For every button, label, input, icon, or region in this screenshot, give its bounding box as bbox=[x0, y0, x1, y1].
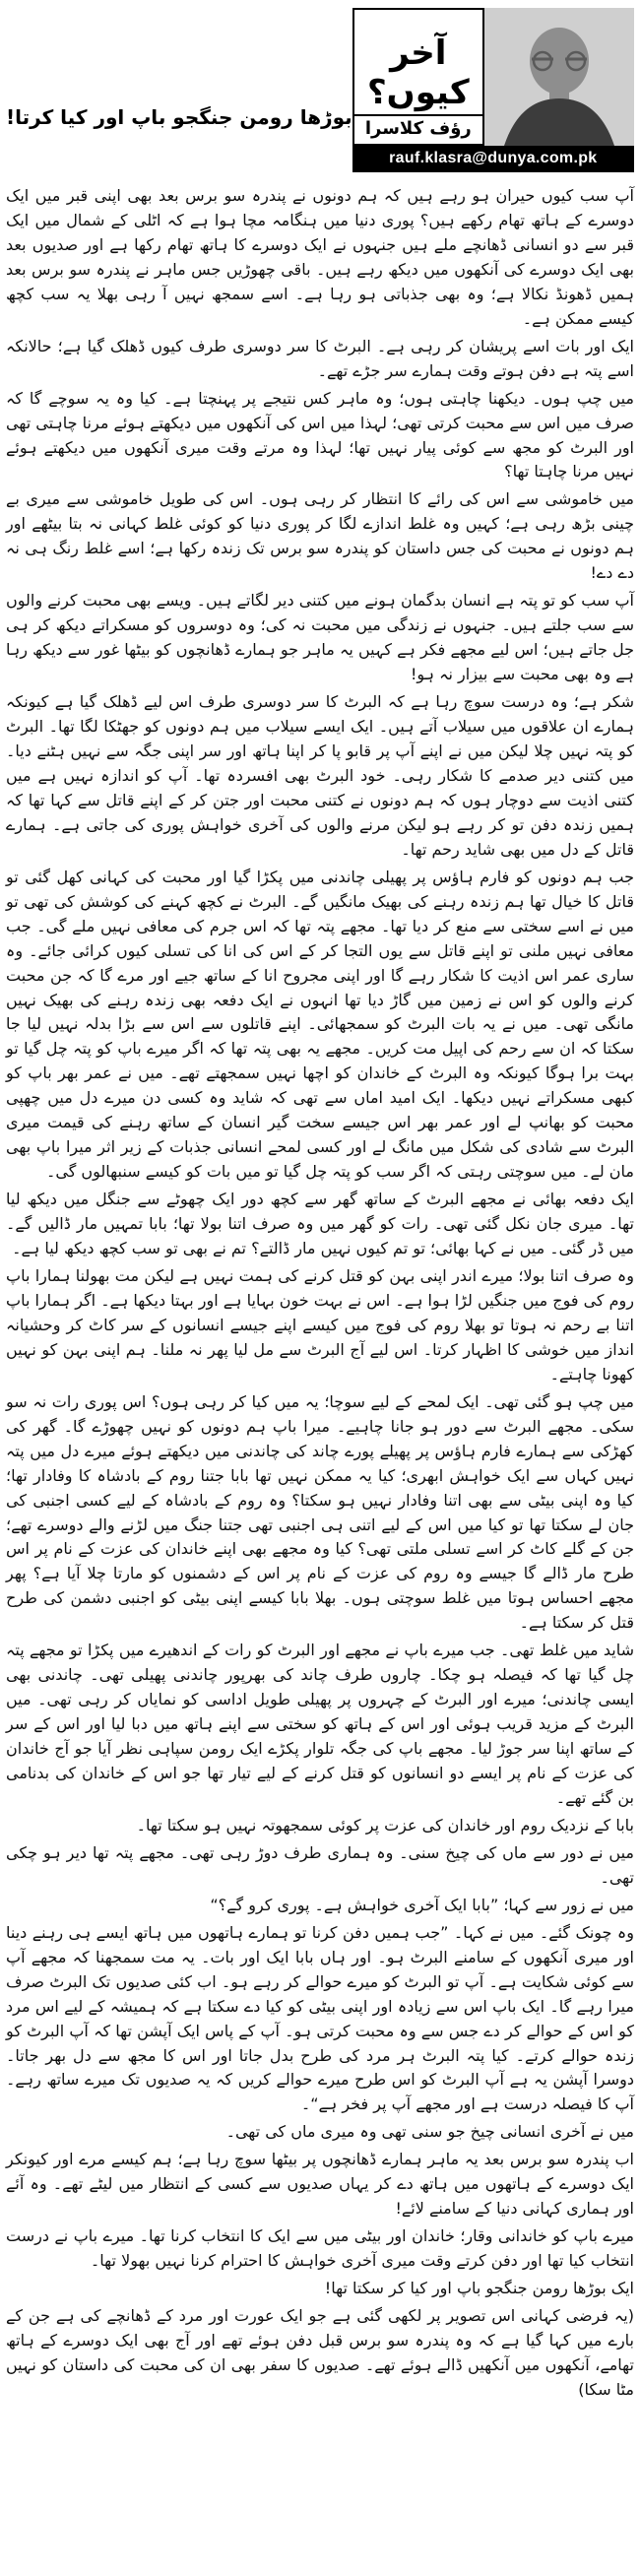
author-portrait-placeholder bbox=[484, 8, 634, 146]
article-paragraph: ایک دفعہ بھائی نے مجھے البرٹ کے ساتھ گھر سے کچھ دور ایک چھوٹے سے جنگل میں دیکھ لیا تھا۔ میری جان نکل گئی تھی۔ رات کو گھر میں وہ صرف اتنا بولا تھا؛ بابا تمہیں مار ڈالیں گے۔ میں ڈر گئی۔ میں نے کہا بھائی؛ تو تم کیوں نہیں مار ڈالتے؟ تم نے بھی تو سب کچھ دیکھ لیا ہے۔ bbox=[6, 1190, 634, 1258]
logo-box bbox=[352, 8, 484, 146]
article-paragraph: میں خاموشی سے اس کی رائے کا انتظار کر رہی ہوں۔ اس کی طویل خاموشی سے میری بے چینی بڑھ رہی ہے؛ کہیں وہ غلط اندازے لگا کر پوری دنیا کو کوئی غلط کہانی نہ بتا بیٹھے اور ہم دونوں نے محبت کی جس داستان کو پندرہ سو برس تک زندہ رکھا ہے؛ اسے غلط رنگ ہی نہ دے دے! bbox=[6, 489, 634, 583]
column-logo: آخر کیوں؟ bbox=[366, 33, 470, 112]
article-paragraph: وہ صرف اتنا بولا؛ میرے اندر اپنی بہن کو قتل کرنے کی ہمت نہیں ہے لیکن مت بھولنا ہمارا باپ روم کی فوج میں جنگیں لڑا ہوا ہے۔ اس نے بہت خون بہایا ہے اور بہتا دیکھا ہے۔ اگر ہمارا باپ اتنا بے رحم نہ ہوتا تو بھلا روم کی فوج میں کیسے اپنے جیسے انسانوں کے سر کاٹ کر وحشیانہ انداز میں خوشی کا اظہار کرتا۔ اس لیے آج البرٹ سے مل لیا پھر نہ ملنا۔ ہم اپنی بہن کو نہیں کھونا چاہتے۔ bbox=[6, 1265, 634, 1384]
article-paragraph: آپ سب کیوں حیران ہو رہے ہیں کہ ہم دونوں نے پندرہ سو برس بعد بھی اپنی قبر میں ایک دوسرے کے ہاتھ تھام رکھے ہیں؟ پوری دنیا میں ہنگامہ مچا ہوا ہے کہ اٹلی کے شمال میں ایک قبر سے دو انسانی ڈھانچے ملے ہیں جنہوں نے ایک دوسرے کا ہاتھ تھام رکھا ہے اور صدیوں بعد بھی ایک دوسرے کی آنکھوں میں دیکھ رہے ہیں۔ باقی چھوڑیں جس ماہر نے پندرہ سو برس بعد ہمیں ڈھونڈ نکالا ہے؛ وہ بھی جذباتی ہو رہا ہے۔ اسے سمجھ نہیں آ رہی بھلا یہ سب کچھ کیسے ممکن ہے۔ bbox=[6, 186, 634, 328]
title-area bbox=[6, 8, 352, 172]
author-email: rauf.klasra@dunya.com.pk bbox=[352, 146, 634, 172]
article-paragraph: اب پندرہ سو برس بعد یہ ماہر ہمارے ڈھانچوں پر بیٹھا سوچ رہا ہے؛ ہم کیسے مرے اور کیونکر ایک دوسرے کے ہاتھوں میں ہاتھ دے کر یہاں صدیوں سے کسی کے انتظار میں لیٹے تھے۔ وہ آئے اور ہماری کہانی دنیا کے سامنے لائے! bbox=[6, 2150, 634, 2219]
article-paragraph: بابا کے نزدیک روم اور خاندان کی عزت پر کوئی سمجھوتہ نہیں ہو سکتا تھا۔ bbox=[136, 1815, 634, 1835]
article-paragraph: ایک بوڑھا رومن جنگجو باپ اور کیا کر سکتا تھا! bbox=[324, 2279, 634, 2298]
article-paragraph: شاید میں غلط تھی۔ جب میرے باپ نے مجھے اور البرٹ کو رات کے اندھیرے میں پکڑا تو مجھے پتہ چل گیا تھا کہ فیصلہ ہو چکا۔ چاروں طرف چاند کی بھرپور چاندنی پھیلی تھی۔ چاندنی بھی ایسی چاندنی؛ میرے اور البرٹ کے چہروں پر پھیلی طویل اداسی کو نمایاں کر رہی تھی۔ میں البرٹ کے مزید قریب ہوئی اور اس کے ہاتھ کو سختی سے اپنے ہاتھ میں دبا لیا اور اس کے سر کے ساتھ اپنا سر جوڑ لیا۔ مجھے باپ کی جگہ تلوار پکڑے ایک رومن سپاہی نظر آیا جو آج خاندان کی عزت کے نام پر ایسے دو انسانوں کو قتل کرنے کے لیے تیار تھا جو اس کے خاندان کی بدنامی بن گئے تھے۔ bbox=[6, 1641, 634, 1807]
masthead bbox=[352, 8, 634, 172]
column-title: بوڑھا رومن جنگجو باپ اور کیا کرتا! bbox=[6, 105, 352, 129]
author-photo bbox=[484, 8, 634, 146]
article-paragraph: آپ سب کو تو پتہ ہے انسان بدگمان ہونے میں کتنی دیر لگاتے ہیں۔ ویسے بھی محبت کرنے والوں سے سب جلتے ہیں۔ جنہوں نے زندگی میں محبت نہ کی؛ وہ دوسروں کو مسکراتے دیکھ کر ہی جل جاتے ہیں؛ اس لیے مجھے فکر ہے کہیں یہ ماہر جو ہمارے ڈھانچوں کو بیٹھا غور سے دیکھ رہا ہے وہ بھی محبت سے بیزار نہ ہو! bbox=[6, 591, 634, 684]
article-paragraph: شکر ہے؛ وہ درست سوچ رہا ہے کہ البرٹ کا سر دوسری طرف اس لیے ڈھلک گیا ہے کیونکہ ہمارے ان علاقوں میں سیلاب آتے ہیں۔ ایک ایسے سیلاب میں ہم دونوں کو جھٹکا لگا تھا۔ البرٹ کو پتہ نہیں چلا لیکن میں نے اپنے آپ پر قابو پا کر اپنا ہاتھ اور سر اپنی جگہ سے نہیں ہٹنے دیا۔ میں کتنی دیر صدمے کا شکار رہی۔ خود البرٹ بھی افسردہ تھا۔ آپ کو اندازہ نہیں ہے میں کتنی اذیت سے دوچار ہوں کہ ہم دونوں نے کتنی محبت اور جتن کر کے اپنے قاتل سے کہا تھا کہ ہمیں زندہ دفن تو کر رہے ہو لیکن مرنے والوں کی آخری خواہش پوری کی جاتی ہے۔ ہمارے قاتل کے دل میں بھی شاید رحم تھا۔ bbox=[6, 692, 634, 859]
article-paragraph: میں چپ ہوں۔ دیکھنا چاہتی ہوں؛ وہ ماہر کس نتیجے پر پہنچتا ہے۔ کیا وہ یہ سوچے گا کہ صرف میں اس سے محبت کرتی تھی؛ لہذا میں اس کی آنکھوں میں دیکھتے ہوئے مرنا چاہتی تھی اور البرٹ کو مجھ سے کوئی پیار نہیں تھا؛ لہذا وہ مرتے وقت میری آنکھوں میں دیکھتے ہوئے نہیں مرنا چاہتا تھا؟ bbox=[6, 388, 634, 482]
article-paragraph: جب ہم دونوں کو فارم ہاؤس پر پھیلی چاندنی میں پکڑا گیا اور محبت کی کہانی کھل گئی تو قاتل کا خیال تھا ہم زندہ رہنے کی بھیک مانگیں گے۔ البرٹ نے کچھ کہنے کی کوشش کی تھی تو میں نے اسے سختی سے منع کر دیا تھا۔ مجھے پتہ تھا کہ اس جرم کی معافی نہیں ملے گی۔ جب معافی نہیں ملنی تو اپنے قاتل سے یوں التجا کر کے اس کی انا کی تسلی کیوں کرائی جائے۔ وہ ساری عمر اس اذیت کا شکار رہے گا اور اپنی مجروح انا کے ساتھ جیے اور مرے گا کہ جن محبت کرنے والوں کو اس نے زمین میں گاڑ دیا تھا انہوں نے ایک دفعہ بھی زندہ رہنے کی بھیک نہیں مانگی تھی۔ میں نے یہ بات البرٹ کو سمجھائی۔ اپنے قاتلوں سے اس سے بڑا بدلہ نہیں لیا جا سکتا کہ ان سے رحم کی اپیل مت کریں۔ مجھے یہ بھی پتہ تھا کہ اگر میرے باپ کو پتہ چل گیا تو بہت برا ہوگا کیونکہ وہ البرٹ کے خاندان کو اچھا نہیں سمجھتے تھے۔ میں نے عمر بھر باپ کو کبھی مسکراتے نہیں دیکھا۔ ایک امید اماں سے تھی کہ شاید وہ کسی دن میرے دل میں چھپی محبت کو بھانپ لے اور عمر بھر اس جیسے سخت گیر انسان کے ساتھ رہنے کی قیمت میری البرٹ سے شادی کی شکل میں مانگ لے اور کسی لمحے انسانی جذبات کے زیر اثر میرا باپ بھی مان لے۔ میں سوچتی رہتی کہ اگر سب کو پتہ چل گیا تو میں بات کو کیسے سنبھالوں گی۔ bbox=[6, 867, 635, 1182]
masthead-top bbox=[352, 8, 634, 146]
article-paragraph: (یہ فرضی کہانی اس تصویر پر لکھی گئی ہے جو ایک عورت اور مرد کے ڈھانچے کی ہے جن کے بارے میں کہا گیا ہے کہ وہ پندرہ سو برس قبل دفن ہوئے تھے اور آج بھی ایک دوسرے کے ہاتھ تھامے، آنکھوں میں آنکھیں ڈالے ہوئے تھے۔ صدیوں کا سفر بھی ان کی محبت کی داستان کو نہیں مٹا سکا) bbox=[6, 2306, 634, 2399]
article-paragraph: میں نے دور سے ماں کی چیخ سنی۔ وہ ہماری طرف دوڑ رہی تھی۔ مجھے پتہ تھا دیر ہو چکی تھی۔ bbox=[6, 1842, 634, 1887]
article-paragraph: میں چپ ہو گئی تھی۔ ایک لمحے کے لیے سوچا؛ یہ میں کیا کر رہی ہوں؟ اس پوری رات نہ سو سکی۔ مجھے البرٹ سے دور ہو جانا چاہیے۔ میرا باپ ہم دونوں کو نہیں چھوڑے گا۔ گھر کی کھڑکی سے ہمارے فارم ہاؤس پر پھیلے پورے چاند کی چاندنی میں دیکھتے ہوئے میرے دل میں پتہ نہیں کہاں سے ایک خواہش ابھری؛ کیا یہ ممکن نہیں تھا بابا جتنا روم کے بادشاہ کا وفادار تھا؛ کیا وہ اپنی بیٹی سے بھی اتنا وفادار نہیں ہو سکتا؟ وہ روم کے بادشاہ کے لیے کسی اجنبی کی جان لے سکتا تھا تو کیا میں اس کے لیے اتنی ہی اجنبی تھی جتنا جنگ میں لڑنے والے دوسرے تھے؛ جن کے گلے کاٹ کر اسے تسلی ملتی تھی؟ کیا وہ مجھے بھی اپنے خاندان کی عزت کے نام پر اس طرح مار ڈالے گا جیسے وہ روم کی عزت کے نام پر اس کے دشمنوں کو مارتا چلا آیا ہے؟ پھر مجھے احساس ہوتا میں غلط سوچتی ہوں۔ بھلا بابا کیسے اپنی بیٹی کو اجنبی دشمن کی طرح قتل کر سکتا ہے۔ bbox=[6, 1391, 634, 1633]
author-name: رؤف کلاسرا bbox=[354, 114, 482, 144]
article-paragraph: میرے باپ کو خاندانی وقار؛ خاندان اور بیٹی میں سے ایک کا انتخاب کرنا تھا۔ میرے باپ نے درست انتخاب کیا تھا اور دفن کرتے وقت میری آخری خواہش کا احترام کرنا نہیں بھولا تھا۔ bbox=[6, 2226, 634, 2271]
column-header bbox=[6, 8, 634, 172]
article-paragraph: میں نے زور سے کہا؛ ”بابا ایک آخری خواہش ہے۔ پوری کرو گے؟“ bbox=[210, 1895, 634, 1914]
article-body bbox=[6, 184, 634, 2403]
article-paragraph: وہ چونک گئے۔ میں نے کہا۔ ”جب ہمیں دفن کرنا تو ہمارے ہاتھوں میں ہاتھ ایسے ہی رہنے دینا اور میری آنکھوں کے سامنے البرٹ ہو۔ اور ہاں بابا ایک اور بات۔ یہ مت سمجھنا کہ مجھے آپ سے کوئی شکایت ہے۔ آپ تو البرٹ کو میرے حوالے کر رہے ہو۔ اب کئی صدیوں تک البرٹ صرف میرا رہے گا۔ ایک باپ اس سے زیادہ اور اپنی بیٹی کو کیا دے سکتا ہے کہ ہمیشہ کے لیے اس مرد کو اس کے حوالے کر دے جس سے وہ محبت کرتی ہو۔ آپ کے پاس ایک آپشن تھا کہ آپ البرٹ کو زندہ حوالے کرتے۔ کیا پتہ البرٹ ہر مرد کی طرح بدل جاتا اور اس کا مجھ سے دل بھر جاتا۔ دوسرا آپشن یہ ہے آپ البرٹ کو اس طرح میرے حوالے کریں کہ یہ صدیوں تک میرے ساتھ رہے۔ آپ کا فیصلہ درست ہے اور مجھے آپ پر فخر ہے“۔ bbox=[6, 1922, 634, 2114]
article-paragraph: میں نے آخری انسانی چیخ جو سنی تھی وہ میری ماں کی تھی۔ bbox=[225, 2122, 634, 2142]
article-paragraph: ایک اور بات اسے پریشان کر رہی ہے۔ البرٹ کا سر دوسری طرف کیوں ڈھلک گیا ہے؛ حالانکہ اسے پتہ ہے دفن ہوتے وقت ہمارے سر جڑے تھے۔ bbox=[6, 336, 634, 380]
